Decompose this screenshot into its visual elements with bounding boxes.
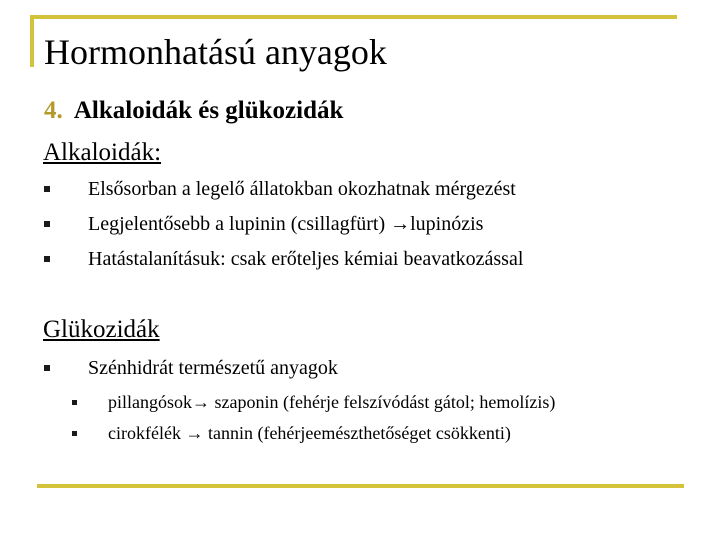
sub-list-item-text: pillangósok→ szaponin (fehérje felszívódást gátol; hemolízis) bbox=[108, 392, 556, 412]
list-item-text: Legjelentősebb a lupinin (csillagfürt) →lupinózis bbox=[88, 213, 484, 235]
square-bullet-icon bbox=[72, 431, 77, 436]
square-bullet-icon bbox=[72, 400, 77, 405]
sub-list-item bbox=[0, 421, 720, 445]
list-item-text: Szénhidrát természetű anyagok bbox=[88, 357, 338, 379]
list-item bbox=[0, 176, 720, 202]
list-item bbox=[0, 246, 720, 272]
frame-left-line bbox=[30, 15, 34, 67]
list-item bbox=[0, 355, 720, 381]
frame-top-line bbox=[30, 15, 677, 19]
list-item-text: Elsősorban a legelő állatokban okozhatnak mérgezést bbox=[88, 178, 516, 200]
square-bullet-icon bbox=[44, 365, 50, 371]
section-heading bbox=[44, 95, 343, 127]
square-bullet-icon bbox=[44, 186, 50, 192]
sub-list-item bbox=[0, 390, 720, 414]
list-item-text: Hatástalanításuk: csak erőteljes kémiai beavatkozással bbox=[88, 248, 524, 270]
section-number: 4. bbox=[44, 97, 63, 124]
square-bullet-icon bbox=[44, 221, 50, 227]
sub-list-item-text: cirokfélék → tannin (fehérjeemészthetőséget csökkenti) bbox=[108, 423, 511, 443]
slide-title: Hormonhatású anyagok bbox=[44, 32, 387, 72]
section-heading-text: Alkaloidák és glükozidák bbox=[73, 97, 344, 124]
alkaloids-heading: Alkaloidák: bbox=[43, 139, 162, 166]
square-bullet-icon bbox=[44, 256, 50, 262]
list-item bbox=[0, 211, 720, 237]
frame-bottom-line bbox=[37, 484, 684, 488]
glycosides-heading: Glükozidák bbox=[43, 316, 160, 343]
